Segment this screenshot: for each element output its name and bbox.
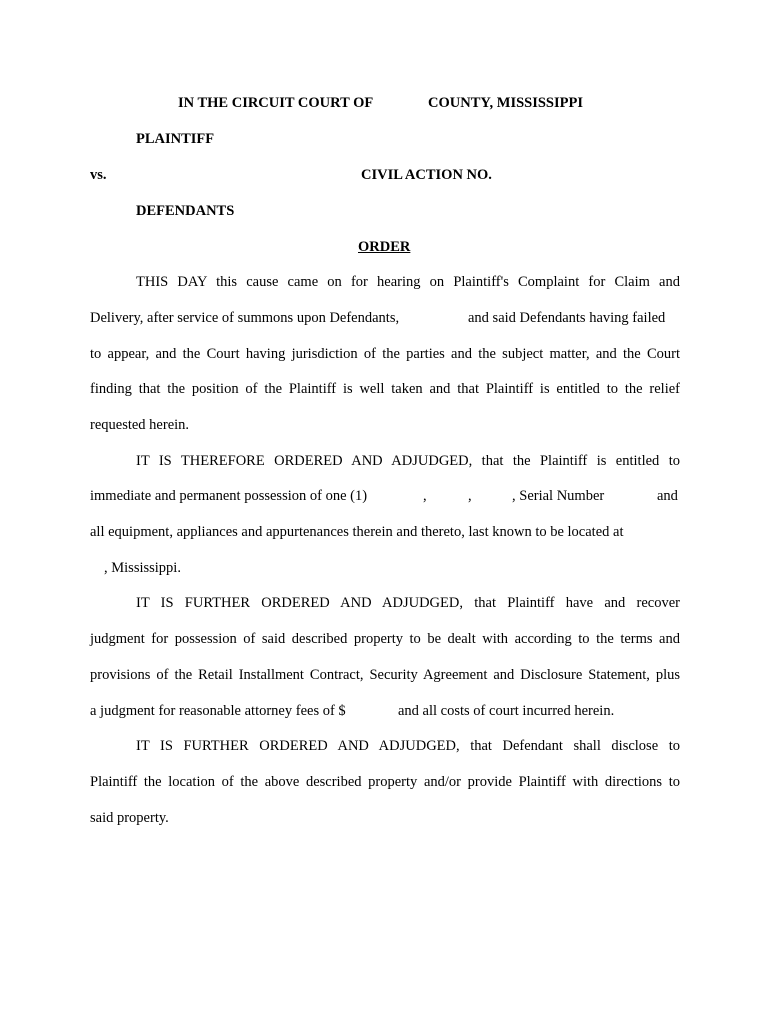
paragraph-3-line-4a: a judgment for reasonable attorney fees of $ — [90, 703, 346, 719]
paragraph-2-and: and — [657, 488, 678, 504]
paragraph-1-line-3: to appear, and the Court having jurisdiction of the parties and the subject matter, and the Court — [90, 346, 680, 362]
paragraph-4-line-1: IT IS FURTHER ORDERED AND ADJUDGED, that Defendant shall disclose to — [136, 738, 680, 754]
paragraph-2-line-3: all equipment, appliances and appurtenances therein and thereto, last known to be located at — [90, 524, 624, 540]
civil-action-label: CIVIL ACTION NO. — [361, 167, 492, 183]
paragraph-3-line-2: judgment for possession of said described property to be dealt with according to the terms and — [90, 631, 680, 647]
paragraph-1-line-2a: Delivery, after service of summons upon Defendants, — [90, 310, 400, 326]
plaintiff-label: PLAINTIFF — [136, 131, 215, 147]
paragraph-4-line-2: Plaintiff the location of the above described property and/or provide Plaintiff with directions to — [90, 774, 680, 790]
paragraph-2-comma-1: , — [423, 488, 427, 504]
paragraph-2-line-1: IT IS THEREFORE ORDERED AND ADJUDGED, that the Plaintiff is entitled to — [136, 453, 680, 469]
defendants-label: DEFENDANTS — [136, 203, 235, 219]
paragraph-1-line-4: finding that the position of the Plaintiff is well taken and that Plaintiff is entitled to the relief — [90, 381, 680, 397]
document-title: ORDER — [358, 239, 411, 255]
paragraph-2-serial-number: , Serial Number — [512, 488, 605, 504]
paragraph-3-line-1: IT IS FURTHER ORDERED AND ADJUDGED, that Plaintiff have and recover — [136, 595, 680, 611]
paragraph-2-line-4: , Mississippi. — [104, 560, 181, 576]
paragraph-2-line-2a: immediate and permanent possession of one (1) — [90, 488, 368, 504]
court-name-prefix: IN THE CIRCUIT COURT OF — [178, 95, 374, 111]
paragraph-1-line-1: THIS DAY this cause came on for hearing on Plaintiff's Complaint for Claim and — [136, 274, 680, 290]
court-name-suffix: COUNTY, MISSISSIPPI — [428, 95, 583, 111]
paragraph-4-line-3: said property. — [90, 810, 169, 826]
paragraph-3-line-3: provisions of the Retail Installment Contract, Security Agreement and Disclosure Statement, plus — [90, 667, 680, 683]
paragraph-3-line-4b: and all costs of court incurred herein. — [398, 703, 615, 719]
paragraph-1-line-5: requested herein. — [90, 417, 190, 433]
paragraph-2-comma-2: , — [468, 488, 472, 504]
paragraph-1-line-2b: and said Defendants having failed — [468, 310, 666, 326]
versus-label: vs. — [90, 167, 107, 183]
